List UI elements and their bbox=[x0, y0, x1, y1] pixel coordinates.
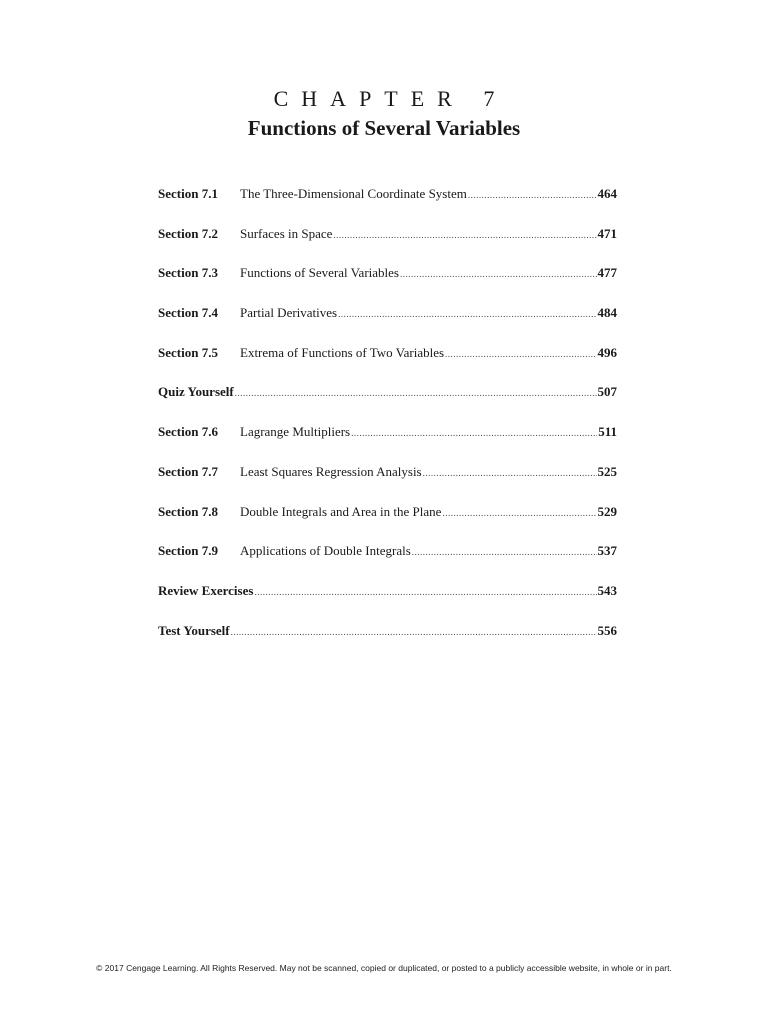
toc-entry-label: Section 7.8 bbox=[158, 503, 218, 519]
dot-leader bbox=[351, 428, 597, 438]
dot-leader bbox=[468, 190, 597, 200]
toc-entry-page: 477 bbox=[597, 265, 617, 281]
toc-entry-section-7-5 bbox=[158, 345, 617, 385]
toc-entry-section-7-4 bbox=[158, 305, 617, 345]
toc-entry-test-yourself bbox=[158, 623, 617, 663]
toc-entry-label: Section 7.9 bbox=[158, 543, 218, 559]
toc-entry-title: Surfaces in Space bbox=[240, 225, 333, 241]
toc-entry-label: Quiz Yourself bbox=[158, 384, 234, 400]
dot-leader bbox=[254, 587, 596, 597]
toc-entry-label: Section 7.5 bbox=[158, 344, 218, 360]
chapter-label: CHAPTER 7 bbox=[273, 86, 508, 111]
toc-entry-page: 529 bbox=[597, 503, 617, 519]
toc-entry-title: Double Integrals and Area in the Plane bbox=[240, 503, 442, 519]
toc-entry-section-7-1 bbox=[158, 186, 617, 226]
dot-leader bbox=[412, 547, 597, 557]
toc-entry-label: Section 7.1 bbox=[158, 186, 218, 201]
toc-entry-label: Review Exercises bbox=[158, 582, 254, 598]
toc-entry-label: Test Yourself bbox=[158, 622, 230, 638]
toc-entry-review-exercises bbox=[158, 583, 617, 623]
toc-entry-page: 496 bbox=[597, 344, 617, 360]
dot-leader bbox=[445, 349, 596, 359]
toc-entry-page: 471 bbox=[597, 225, 617, 241]
toc-entry-label: Section 7.6 bbox=[158, 424, 218, 440]
toc-entry-section-7-7 bbox=[158, 464, 617, 504]
copyright-footer: © 2017 Cengage Learning. All Rights Reserved. May not be scanned, copied or duplicated, or posted to a publicly accessible website, in whole or in part. bbox=[96, 963, 672, 973]
dot-leader bbox=[400, 269, 597, 279]
dot-leader bbox=[442, 508, 596, 518]
toc-entry-title: Lagrange Multipliers bbox=[240, 424, 351, 440]
toc-entry-label: Section 7.7 bbox=[158, 463, 218, 479]
dot-leader bbox=[231, 627, 597, 637]
toc-entry-title: Partial Derivatives bbox=[240, 305, 338, 321]
toc-entry-title: Extrema of Functions of Two Variables bbox=[240, 344, 445, 360]
toc-entry-section-7-9 bbox=[158, 543, 617, 583]
dot-leader bbox=[235, 388, 597, 398]
toc-entry-section-7-8 bbox=[158, 504, 617, 544]
toc-entry-page: 525 bbox=[597, 463, 617, 479]
toc-entry-page: 464 bbox=[597, 186, 617, 201]
dot-leader bbox=[338, 309, 596, 319]
toc-entry-page: 507 bbox=[597, 384, 617, 400]
table-of-contents bbox=[158, 186, 617, 662]
toc-entry-title: Least Squares Regression Analysis bbox=[240, 463, 422, 479]
toc-entry-page: 543 bbox=[597, 582, 617, 598]
toc-entry-title: Functions of Several Variables bbox=[240, 265, 399, 281]
toc-entry-label: Section 7.2 bbox=[158, 225, 218, 241]
chapter-title: Functions of Several Variables bbox=[247, 116, 521, 140]
toc-entry-section-7-3 bbox=[158, 265, 617, 305]
toc-entry-page: 537 bbox=[597, 543, 617, 559]
dot-leader bbox=[333, 230, 596, 240]
toc-entry-label: Section 7.3 bbox=[158, 265, 218, 281]
toc-entry-page: 556 bbox=[597, 622, 617, 638]
toc-entry-page: 511 bbox=[598, 424, 617, 440]
toc-entry-page: 484 bbox=[597, 305, 617, 321]
toc-entry-section-7-2 bbox=[158, 226, 617, 266]
toc-entry-title: The Three-Dimensional Coordinate System bbox=[240, 186, 467, 201]
dot-leader bbox=[423, 468, 597, 478]
toc-entry-quiz-yourself bbox=[158, 384, 617, 424]
toc-entry-section-7-6 bbox=[158, 424, 617, 464]
toc-entry-label: Section 7.4 bbox=[158, 305, 218, 321]
toc-entry-title: Applications of Double Integrals bbox=[240, 543, 411, 559]
